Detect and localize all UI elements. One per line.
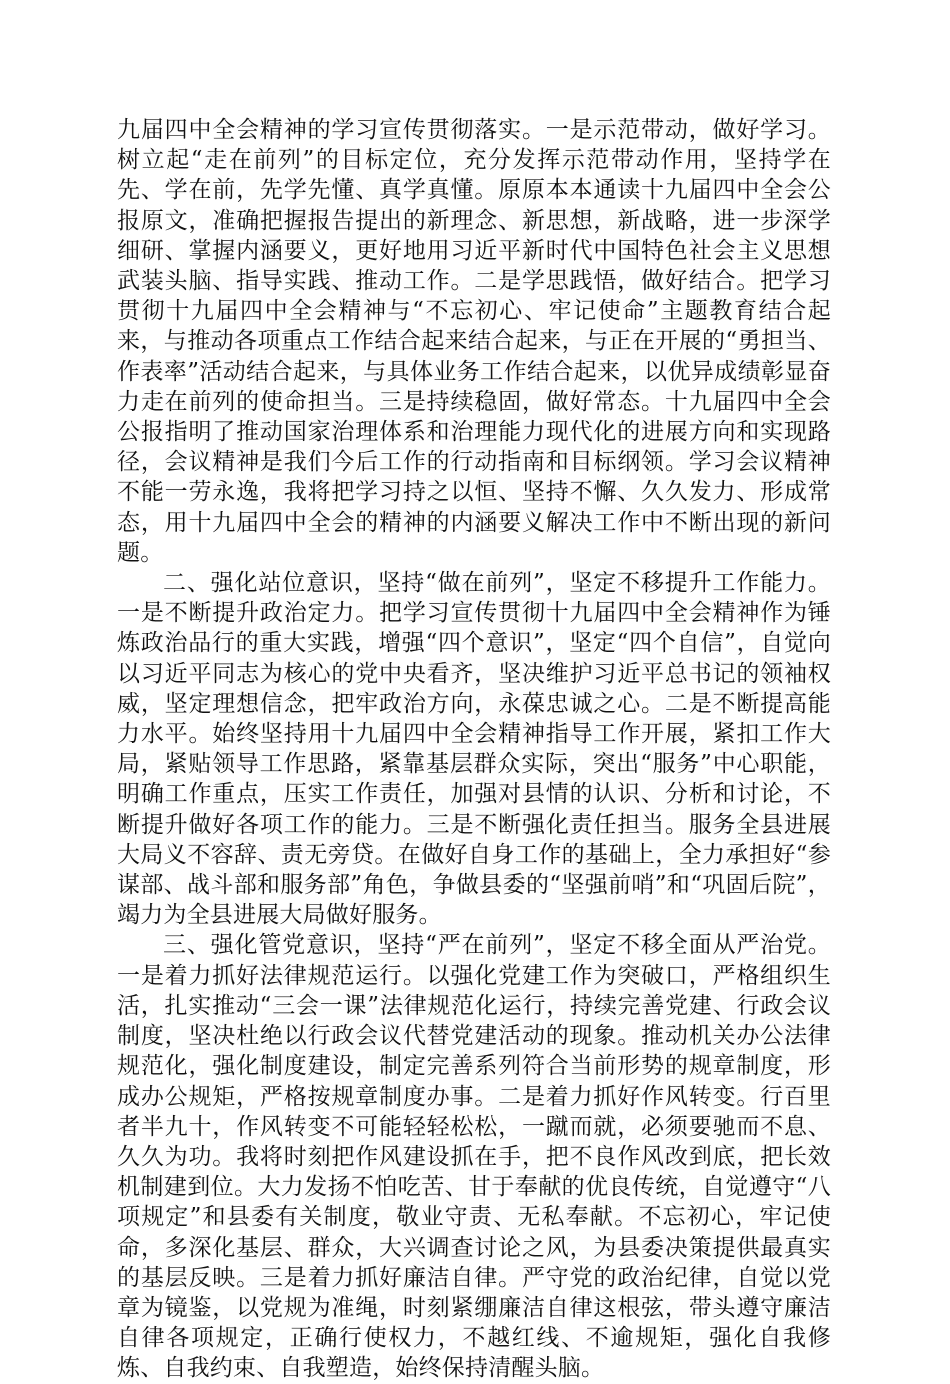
paragraph-2: 二、强化站位意识，坚持“做在前列”，坚定不移提升工作能力。一是不断提升政治定力。把学习宣传贯彻十九届四中全会精神作为锤炼政治品行的重大实践，增强“四个意识”，坚定“四个自信”，自觉向以习近平同志为核心的党中央看齐，坚决维护习近平总书记的领袖权威，坚定理想信念，把牢政治方向，永葆忠诚之心。二是不断提高能力水平。始终坚持用十九届四中全会精神指导工作开展，紧扣工作大局，紧贴领导工作思路，紧靠基层群众实际，突出“服务”中心职能，明确工作重点，压实工作责任，加强对县情的认识、分析和讨论，不断提升做好各项工作的能力。三是不断强化责任担当。服务全县进展大局义不容辞、责无旁贷。在做好自身工作的基础上，全力承担好“参谋部、战斗部和服务部”角色，争做县委的“坚强前哨”和“巩固后院”，竭力为全县进展大局做好服务。	[117, 570, 831, 929]
document-body	[117, 115, 831, 1384]
paragraph-3: 三、强化管党意识，坚持“严在前列”，坚定不移全面从严治党。一是着力抓好法律规范运行。以强化党建工作为突破口，严格组织生活，扎实推动“三会一课”法律规范化运行，持续完善党建、行政会议制度，坚决杜绝以行政会议代替党建活动的现象。推动机关办公法律规范化，强化制度建设，制定完善系列符合当前形势的规章制度，形成办公规矩，严格按规章制度办事。二是着力抓好作风转变。行百里者半九十，作风转变不可能轻轻松松，一蹴而就，必须要驰而不息、久久为功。我将时刻把作风建设抓在手，把不良作风改到底，把长效机制建到位。大力发扬不怕吃苦、甘于奉献的优良传统，自觉遵守“八项规定”和县委有关制度，敬业守责、无私奉献。不忘初心，牢记使命，多深化基层、群众，大兴调查讨论之风，为县委决策提供最真实的基层反映。三是着力抓好廉洁自律。严守党的政治纪律，自觉以党章为镜鉴，以党规为准绳，时刻紧绷廉洁自律这根弦，带头遵守廉洁自律各项规定，正确行使权力，不越红线、不逾规矩，强化自我修炼、自我约束、自我塑造，始终保持清醒头脑。	[117, 932, 831, 1382]
paragraph-1: 九届四中全会精神的学习宣传贯彻落实。一是示范带动，做好学习。树立起“走在前列”的目标定位，充分发挥示范带动作用，坚持学在先、学在前，先学先懂、真学真懂。原原本本通读十九届四中全会公报原文，准确把握报告提出的新理念、新思想，新战略，进一步深学细研、掌握内涵要义，更好地用习近平新时代中国特色社会主义思想武装头脑、指导实践、推动工作。二是学思践悟，做好结合。把学习贯彻十九届四中全会精神与“不忘初心、牢记使命”主题教育结合起来，与推动各项重点工作结合起来结合起来，与正在开展的“勇担当、作表率”活动结合起来，与具体业务工作结合起来，以优异成绩彰显奋力走在前列的使命担当。三是持续稳固，做好常态。十九届四中全会公报指明了推动国家治理体系和治理能力现代化的进展方向和实现路径，会议精神是我们今后工作的行动指南和目标纲领。学习会议精神不能一劳永逸，我将把学习持之以恒、坚持不懈、久久发力、形成常态，用十九届四中全会的精神的内涵要义解决工作中不断出现的新问题。	[117, 117, 831, 566]
